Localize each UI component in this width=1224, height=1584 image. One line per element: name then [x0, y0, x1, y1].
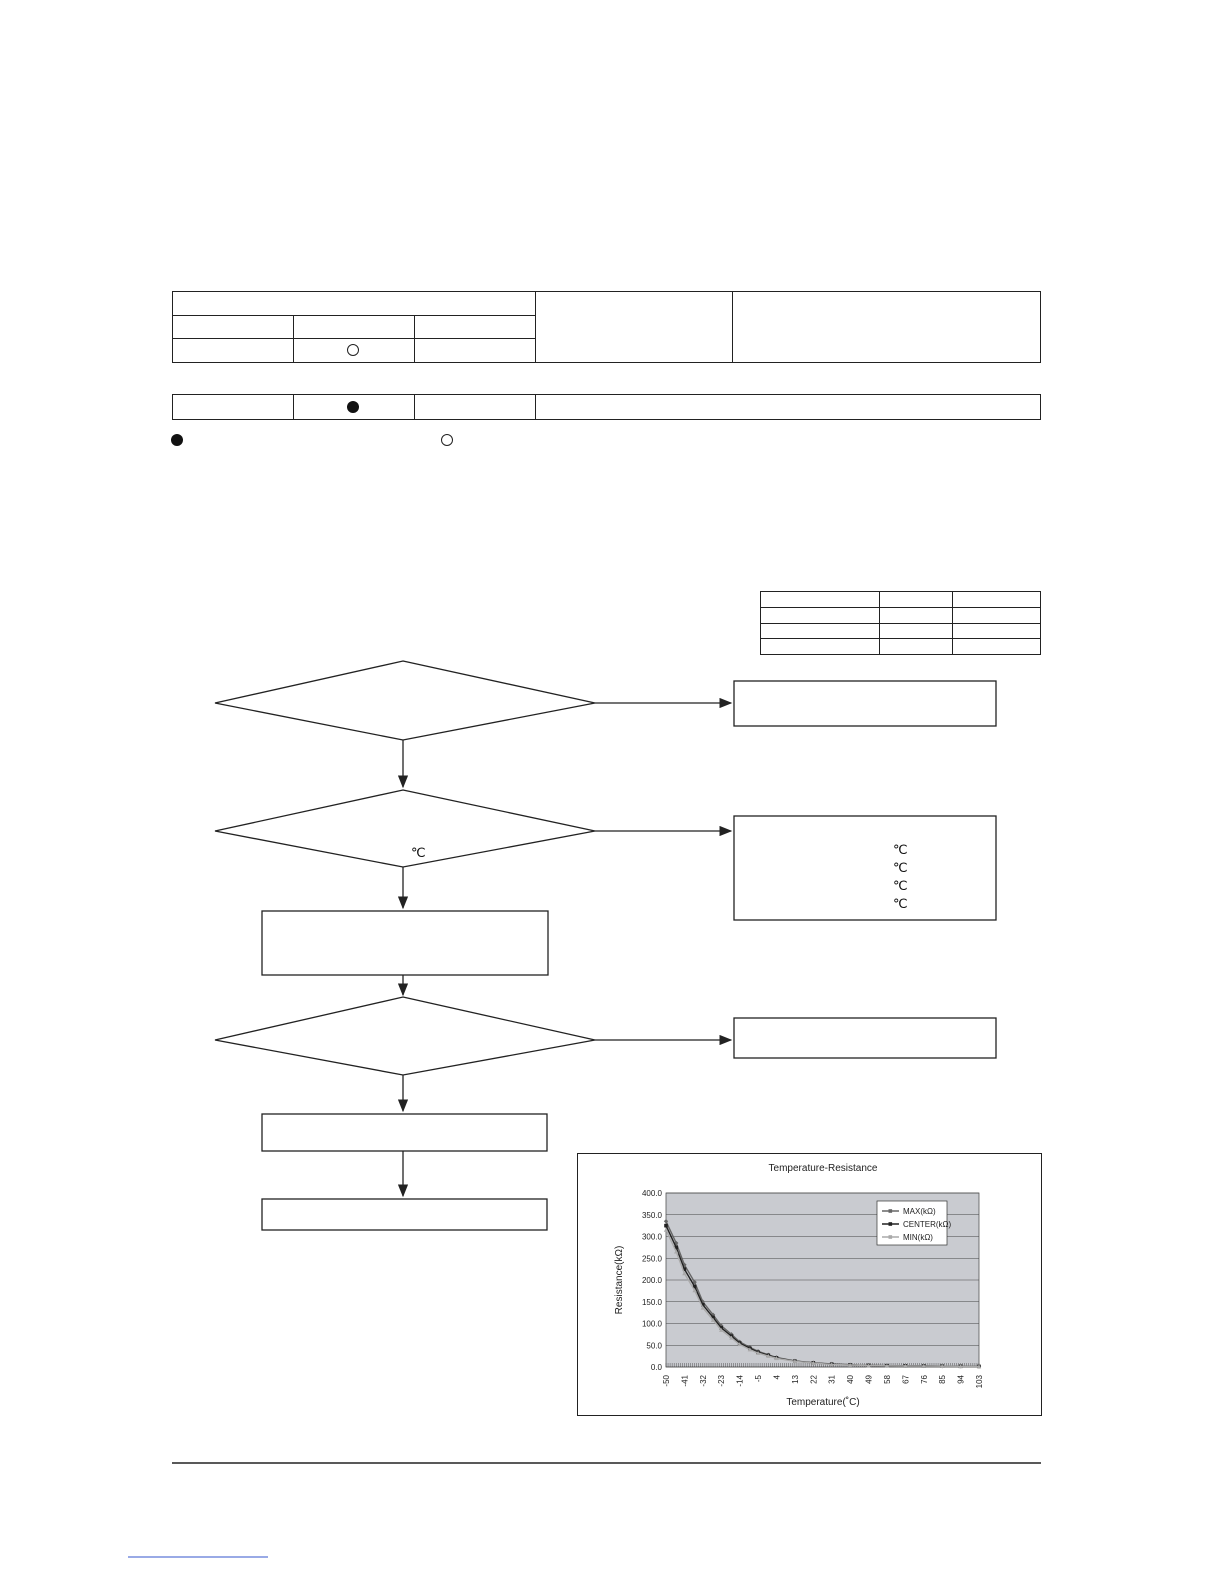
chart-title: Temperature-Resistance: [768, 1163, 878, 1174]
y-tick-label: 100.0: [641, 1319, 662, 1329]
decision-2-unit: ℃: [411, 845, 426, 860]
legend-marker: [889, 1209, 893, 1213]
decision-1: [215, 661, 595, 740]
y-tick-label: 0.0: [650, 1363, 662, 1372]
temperature-resistance-chart: [577, 1153, 1041, 1415]
result-2-unit-3: ℃: [893, 878, 908, 893]
y-tick-label: 400.0: [641, 1189, 662, 1198]
x-tick-label: -41: [680, 1375, 690, 1387]
legend-marker: [889, 1222, 893, 1226]
process-box-3: [262, 1199, 547, 1230]
x-tick-label: 13: [790, 1375, 800, 1384]
result-2-unit-2: ℃: [893, 860, 908, 875]
y-tick-label: 300.0: [641, 1232, 662, 1242]
result-box-2: [734, 816, 996, 920]
y-tick-label: 50.0: [646, 1341, 662, 1351]
y-tick-label: 200.0: [641, 1276, 662, 1285]
result-box-1: [734, 681, 996, 726]
x-tick-label: -50: [662, 1375, 671, 1387]
y-tick-label: 250.0: [641, 1254, 662, 1264]
x-tick-label: 67: [901, 1375, 911, 1384]
legend-label: MIN(kΩ): [903, 1233, 933, 1242]
x-tick-label: 94: [956, 1375, 966, 1384]
result-2-unit-4: ℃: [893, 896, 908, 911]
x-tick-label: 31: [827, 1375, 837, 1384]
legend-label: CENTER(kΩ): [903, 1220, 952, 1229]
result-box-3: [734, 1018, 996, 1058]
x-tick-label: 103: [975, 1375, 984, 1389]
x-tick-label: -14: [735, 1375, 745, 1387]
x-tick-label: -32: [698, 1375, 708, 1387]
legend-marker: [889, 1235, 893, 1239]
x-tick-label: 4: [772, 1375, 782, 1380]
x-tick-label: 85: [938, 1375, 948, 1384]
result-2-unit-1: ℃: [893, 842, 908, 857]
x-tick-label: -5: [754, 1375, 764, 1383]
y-tick-label: 350.0: [641, 1210, 662, 1220]
x-tick-label: 49: [864, 1375, 874, 1384]
legend-label: MAX(kΩ): [903, 1207, 936, 1216]
process-box-2: [262, 1114, 547, 1151]
x-axis-label: Temperature(˚C): [786, 1397, 860, 1408]
decision-3: [215, 997, 595, 1075]
x-tick-label: 58: [882, 1375, 892, 1384]
y-tick-label: 150.0: [641, 1297, 662, 1307]
decision-2: [215, 790, 595, 867]
x-tick-label: 40: [846, 1375, 856, 1384]
x-tick-label: 76: [919, 1375, 929, 1384]
x-tick-label: -23: [717, 1375, 727, 1387]
x-tick-label: 22: [809, 1375, 819, 1384]
process-box-1: [262, 911, 548, 975]
data-point: [664, 1224, 668, 1228]
y-axis-label: Resistance(kΩ): [614, 1245, 625, 1315]
